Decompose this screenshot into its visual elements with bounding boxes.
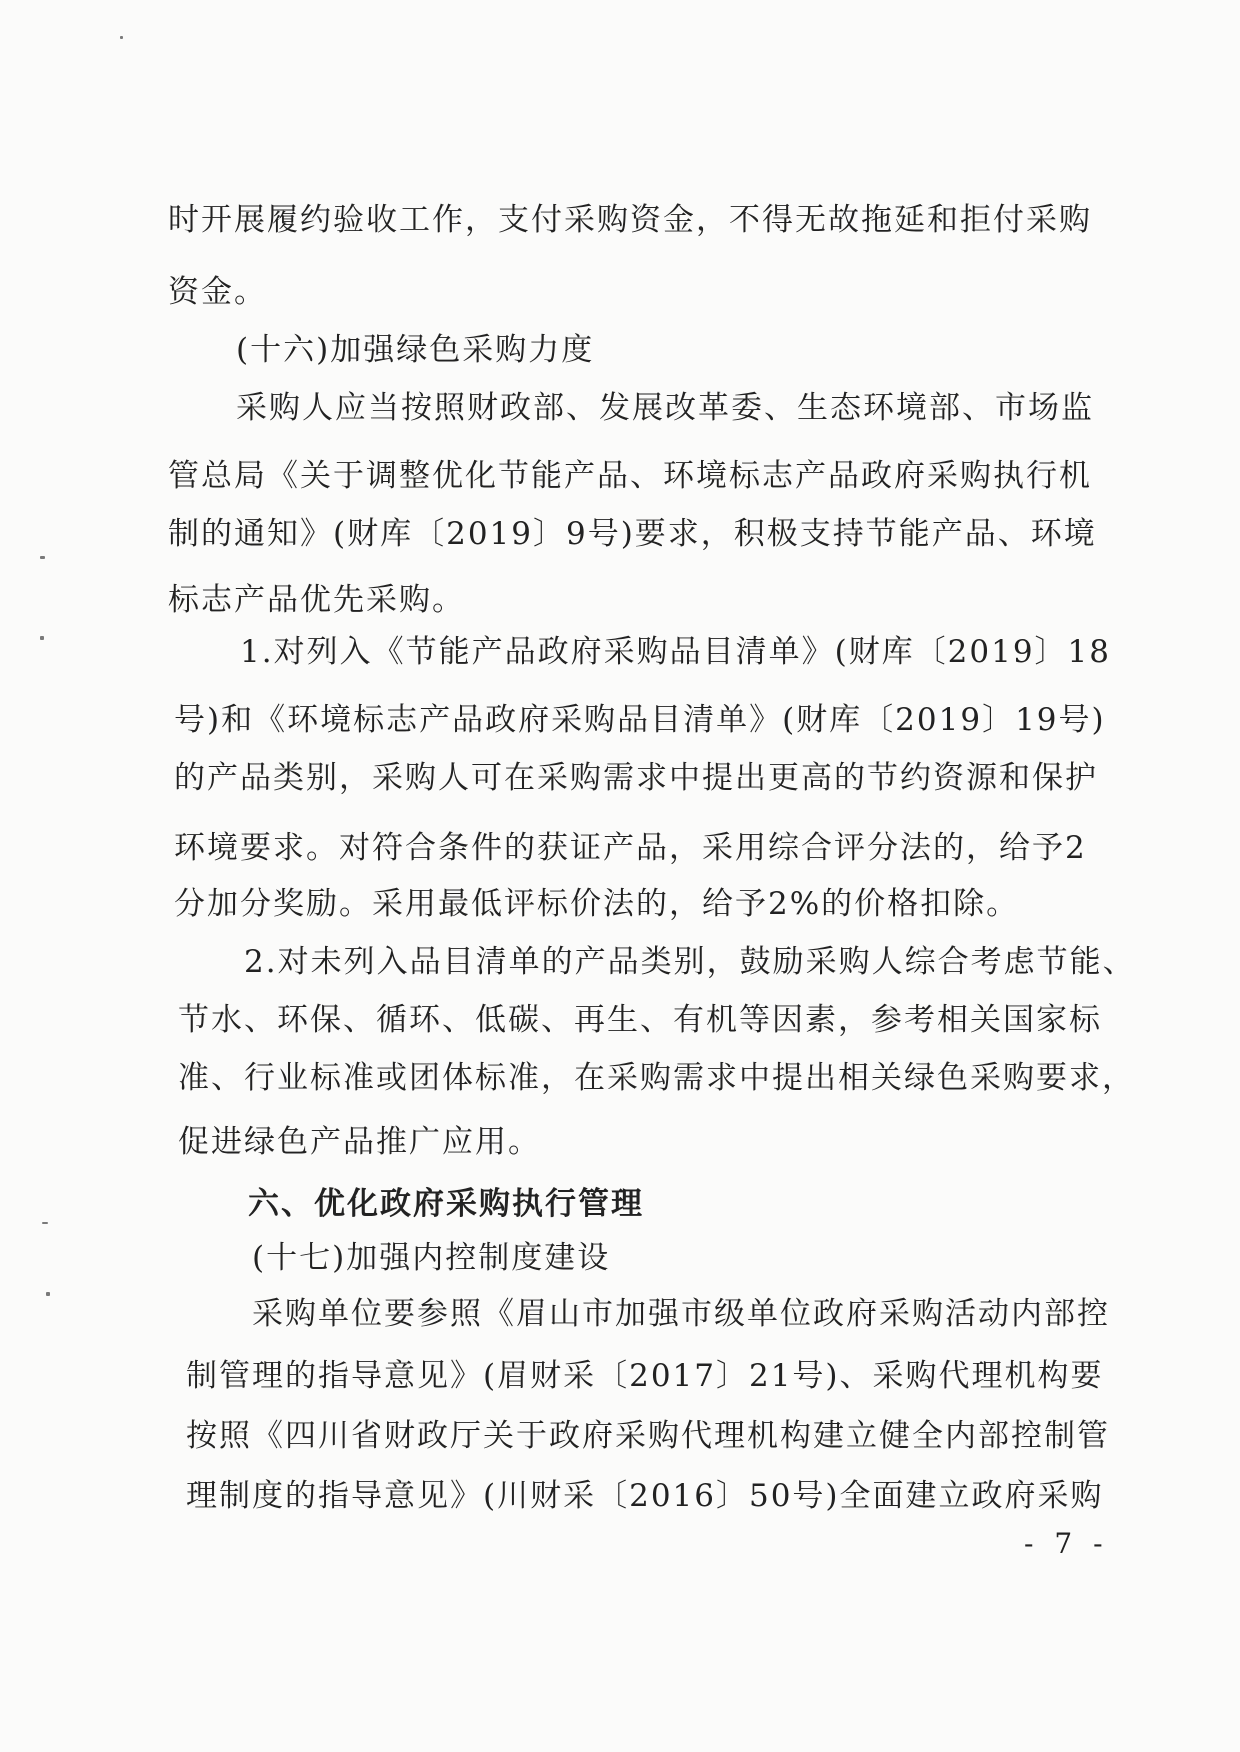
- body-line: 制管理的指导意见》(眉财采〔2017〕21号)、采购代理机构要: [186, 1358, 1104, 1394]
- body-line: 分加分奖励。采用最低评标价法的，给予2%的价格扣除。: [174, 886, 1020, 922]
- body-line: 采购人应当按照财政部、发展改革委、生态环境部、市场监: [236, 390, 1094, 426]
- body-line: 环境要求。对符合条件的获证产品，采用综合评分法的，给予2: [174, 830, 1087, 866]
- section-subheading: (十七)加强内控制度建设: [252, 1240, 611, 1276]
- body-line: 按照《四川省财政厅关于政府采购代理机构建立健全内部控制管: [186, 1418, 1110, 1454]
- body-line: 标志产品优先采购。: [168, 582, 465, 618]
- body-line: 采购单位要参照《眉山市加强市级单位政府采购活动内部控: [252, 1296, 1110, 1332]
- body-line: 2.对未列入品目清单的产品类别，鼓励采购人综合考虑节能、: [244, 944, 1136, 980]
- body-line: 准、行业标准或团体标准，在采购需求中提出相关绿色采购要求，: [178, 1060, 1135, 1096]
- body-line: 理制度的指导意见》(川财采〔2016〕50号)全面建立政府采购: [186, 1478, 1104, 1514]
- body-line: 1.对列入《节能产品政府采购品目清单》(财库〔2019〕18: [240, 634, 1112, 670]
- body-line: 节水、环保、循环、低碳、再生、有机等因素，参考相关国家标: [178, 1002, 1102, 1038]
- body-line: 促进绿色产品推广应用。: [178, 1124, 541, 1160]
- scan-speck: [40, 636, 44, 640]
- section-subheading: (十六)加强绿色采购力度: [236, 332, 595, 368]
- section-heading: 六、优化政府采购执行管理: [248, 1186, 644, 1222]
- scan-speck: [42, 1222, 48, 1224]
- body-line: 资金。: [168, 274, 267, 310]
- scan-speck: [40, 556, 45, 559]
- scan-speck: [46, 1292, 50, 1296]
- body-line: 时开展履约验收工作，支付采购资金，不得无故拖延和拒付采购: [168, 202, 1092, 238]
- body-line: 的产品类别，采购人可在采购需求中提出更高的节约资源和保护: [174, 760, 1098, 796]
- body-line: 号)和《环境标志产品政府采购品目清单》(财库〔2019〕19号): [174, 702, 1106, 738]
- body-line: 管总局《关于调整优化节能产品、环境标志产品政府采购执行机: [168, 458, 1092, 494]
- scan-speck: [120, 36, 123, 39]
- body-line: 制的通知》(财库〔2019〕9号)要求，积极支持节能产品、环境: [168, 516, 1097, 552]
- page-number: - 7 -: [1024, 1527, 1109, 1560]
